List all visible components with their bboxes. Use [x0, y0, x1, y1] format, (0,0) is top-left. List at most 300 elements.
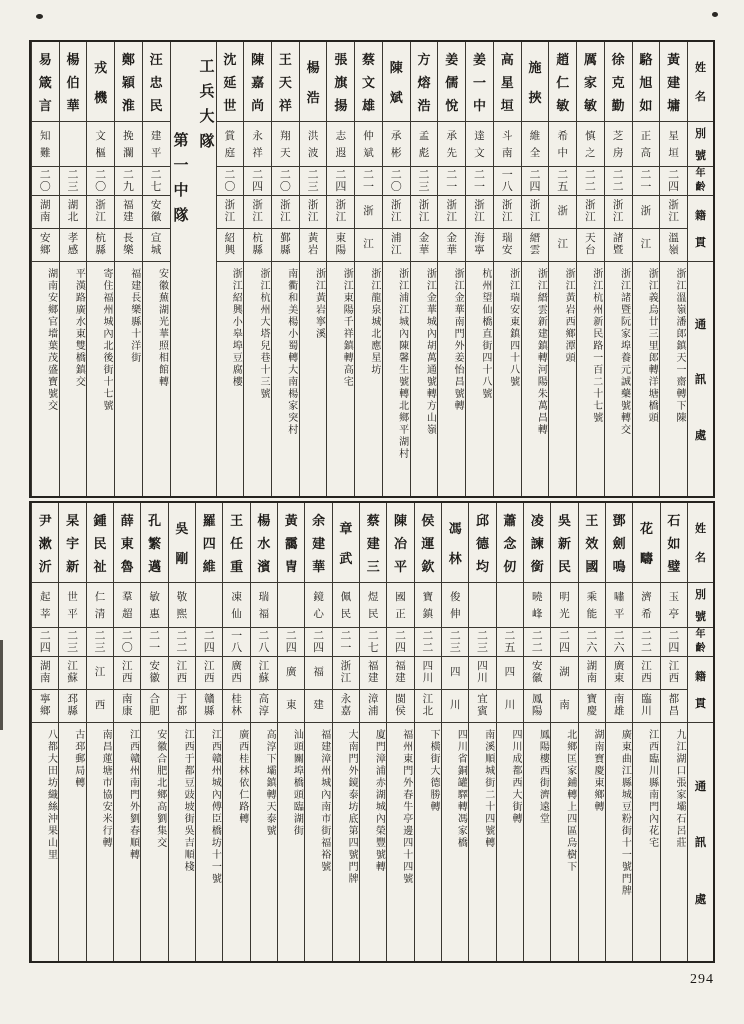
- person-age: 二 五: [497, 628, 523, 657]
- person-address: 平漢路廣水東雙橋鎮交: [73, 268, 85, 388]
- person-origin: [169, 657, 195, 723]
- person-name: 薛 東 魯: [114, 503, 140, 583]
- roster-column: [632, 503, 659, 961]
- header-origin-label: 籍 貫: [688, 196, 713, 262]
- person-address: 浙江黃岩寧溪: [313, 268, 325, 340]
- person-age: 二 四: [661, 628, 687, 657]
- person-address: 南衢和美楊小蜀轉大南楊家突村: [285, 268, 297, 436]
- person-name: 沈 延 世: [217, 42, 244, 122]
- person-address: 浙江瑞安東鎮四十八號: [507, 268, 519, 388]
- person-origin: [633, 657, 659, 723]
- person-origin-province: 福 建: [123, 200, 134, 223]
- person-origin-county: 金 華: [411, 228, 438, 261]
- person-alias: 挽 瀾: [115, 122, 142, 167]
- person-alias: 斗 南: [494, 122, 521, 167]
- person-name: 黃 靄 冑: [278, 503, 304, 583]
- person-origin: [114, 657, 140, 723]
- person-origin: [141, 657, 167, 723]
- person-address: 汕頭關埠橋頭臨湖街: [291, 729, 303, 837]
- person-address: 浙江杭州大塔兒巷十三號: [257, 268, 269, 400]
- person-age: 二 八: [251, 628, 277, 657]
- person-origin-county: 溫 嶺: [660, 228, 687, 261]
- person-alias: 洪 波: [300, 122, 327, 167]
- person-name: 楊 水 濱: [251, 503, 277, 583]
- person-origin: [387, 657, 413, 723]
- person-alias: 佩 民: [333, 583, 359, 628]
- roster-column: [250, 503, 277, 961]
- person-alias: 永 祥: [244, 122, 271, 167]
- person-age: 二 二: [524, 628, 550, 657]
- roster-column: [277, 503, 304, 961]
- person-origin-province: 湖 南: [39, 200, 51, 223]
- person-address: 四川成都西大街轉: [510, 729, 522, 825]
- roster-column: [521, 42, 549, 496]
- roster-column: [86, 42, 114, 496]
- person-origin-province: 安 徽: [531, 661, 543, 684]
- person-origin-province: 浙 江: [335, 200, 347, 223]
- person-origin: [605, 196, 632, 262]
- person-origin-province: 浙 江: [668, 200, 679, 223]
- person-address: 四川省銅罐驛轉馮家橋: [455, 729, 467, 849]
- person-alias: 明 光: [551, 583, 577, 628]
- scan-artifact: [712, 12, 718, 17]
- person-age: 二 一: [466, 167, 493, 196]
- person-name: 駱 旭 如: [633, 42, 660, 122]
- person-address: 南昌蓮塘市協安米行轉: [100, 729, 112, 849]
- person-origin-province: 浙: [640, 206, 652, 217]
- person-age: 二 三: [411, 167, 438, 196]
- person-age: 二 三: [87, 628, 113, 657]
- person-address: 廣西桂林依仁路轉: [236, 729, 248, 825]
- roster-column: [332, 503, 359, 961]
- person-age: 二 六: [606, 628, 632, 657]
- roster-column: [548, 42, 576, 496]
- person-address: 廈門漳浦赤湖城內榮豐號轉: [373, 729, 385, 873]
- person-name: 吳 新 民: [551, 503, 577, 583]
- person-origin-county: 金 華: [438, 228, 465, 261]
- person-origin-county: 南 康: [114, 689, 140, 722]
- roster-column: [222, 503, 249, 961]
- person-origin-county: 漳 浦: [360, 689, 386, 722]
- person-name: 姜 儒 悅: [438, 42, 465, 122]
- person-age: 二 三: [60, 167, 87, 196]
- person-alias: 國 正: [387, 583, 413, 628]
- person-name: 馮 林: [442, 503, 468, 583]
- person-age: 二 四: [660, 167, 687, 196]
- roster-column: [465, 42, 493, 496]
- person-name: 王 效 國: [579, 503, 605, 583]
- person-origin: [661, 657, 687, 723]
- header-address-label: 通 訊 處: [694, 780, 707, 906]
- person-name: 張 旗 揚: [327, 42, 354, 122]
- person-age: 二 〇: [217, 167, 244, 196]
- person-age: 二 一: [333, 628, 359, 657]
- person-age: 一 八: [223, 628, 249, 657]
- person-name: 厲 家 敏: [577, 42, 604, 122]
- roster-column: [605, 503, 632, 961]
- person-address: 寄住福州城內北後街十七號: [101, 268, 113, 412]
- person-name: 凌 諫 銜: [524, 503, 550, 583]
- page-number: 294: [690, 972, 714, 987]
- person-origin-province: 江 西: [176, 661, 188, 684]
- header-alias-label: 別 號: [688, 122, 713, 167]
- person-name: 鍾 民 祉: [87, 503, 113, 583]
- person-address: 廣東曲江縣城豆粉街十一號門牌: [619, 729, 631, 897]
- person-alias: 寶 鎮: [415, 583, 441, 628]
- person-origin-county: 建: [305, 689, 331, 722]
- person-alias: 芝 房: [605, 122, 632, 167]
- person-address: 浙江溫嶺潘郎鎮天一齋轉下陳: [674, 268, 685, 424]
- person-alias: 起 莘: [32, 583, 58, 628]
- person-age: 二 〇: [383, 167, 410, 196]
- person-name: 汪 忠 民: [143, 42, 170, 122]
- person-address: 八都大田坊織絲沖果山里: [45, 729, 57, 861]
- person-origin-county: 黃 岩: [300, 228, 327, 261]
- person-origin: [143, 196, 170, 262]
- header-origin-label: 籍 貫: [688, 657, 713, 723]
- header-column: [687, 503, 713, 961]
- person-name: 楊 伯 華: [60, 42, 87, 122]
- person-address: 浙江義烏廿三里郎轉洋塘橋頭: [646, 268, 658, 424]
- header-name-label: 姓 名: [688, 503, 713, 583]
- person-address: 浙江龍泉城北應星坊: [368, 268, 380, 376]
- person-name: 蕭 念 仞: [497, 503, 523, 583]
- person-alias: 翔 天: [272, 122, 299, 167]
- person-origin-province: 江 蘇: [258, 661, 270, 684]
- person-age: 二 一: [141, 628, 167, 657]
- person-origin-county: 瑞 安: [494, 228, 521, 261]
- person-name: 石 如 璧: [661, 503, 687, 583]
- person-origin-province: 浙 江: [474, 200, 485, 223]
- person-origin-county: 江: [549, 228, 576, 261]
- person-origin-county: 贛 縣: [196, 689, 222, 722]
- person-address: 浙江金華城內胡萬通號轉方山嶺: [424, 268, 436, 436]
- person-name: 鄧 劍 鳴: [606, 503, 632, 583]
- roster-column: [31, 42, 59, 496]
- roster-column: [493, 42, 521, 496]
- person-age: 二 四: [522, 167, 549, 196]
- person-origin: [466, 196, 493, 262]
- person-alias: 慎 之: [577, 122, 604, 167]
- person-origin: [355, 196, 382, 262]
- roster-column: [496, 503, 523, 961]
- unit-brigade-label: 工兵大隊: [197, 58, 214, 158]
- person-age: 二 九: [115, 167, 142, 196]
- person-age: 二 一: [355, 167, 382, 196]
- person-origin-province: 江 西: [122, 661, 133, 684]
- person-origin: [415, 657, 441, 723]
- person-alias: 羣 超: [114, 583, 140, 628]
- person-name: 陳 冶 平: [387, 503, 413, 583]
- person-origin-province: 湖: [559, 667, 570, 678]
- roster-column: [414, 503, 441, 961]
- person-name: 陳 嘉 尚: [244, 42, 271, 122]
- roster-column: [299, 42, 327, 496]
- person-alias: 乘 能: [579, 583, 605, 628]
- person-alias: 世 平: [59, 583, 85, 628]
- person-alias: 玉 亭: [661, 583, 687, 628]
- person-origin: [333, 657, 359, 723]
- person-address: 福建長樂縣十洋街: [128, 268, 140, 364]
- roster-column: [578, 503, 605, 961]
- person-origin-province: 安 徽: [149, 661, 160, 684]
- person-origin: [549, 196, 576, 262]
- person-alias: 正 高: [633, 122, 660, 167]
- person-origin-province: 浙 江: [446, 200, 457, 223]
- person-origin: [497, 657, 523, 723]
- roster-column: [243, 42, 271, 496]
- roster-column: [114, 42, 142, 496]
- person-origin-province: 浙 江: [252, 200, 263, 223]
- header-name-label: 姓 名: [688, 42, 713, 122]
- person-alias: [60, 122, 87, 167]
- person-age: 二 二: [633, 628, 659, 657]
- person-origin-county: 臨 川: [633, 689, 659, 722]
- person-alias: 志 遐: [327, 122, 354, 167]
- person-origin-province: 浙 江: [307, 200, 319, 223]
- person-name: 蔡 建 三: [360, 503, 386, 583]
- person-alias: 仲 斌: [355, 122, 382, 167]
- person-address: 南溪順城街二十四號轉: [482, 729, 494, 849]
- person-address: 安徽合肥北鄉高劉集交: [154, 729, 166, 849]
- person-name: 楊 浩: [300, 42, 327, 122]
- person-origin-county: 杭 縣: [244, 228, 271, 261]
- person-origin: [438, 196, 465, 262]
- person-origin-county: 于 都: [169, 689, 195, 722]
- person-origin-province: 浙 江: [612, 200, 624, 223]
- person-address: 北鄉匡家鋪轉上四區烏樹下: [564, 729, 576, 873]
- person-age: 二 四: [551, 628, 577, 657]
- header-age-label: 年 齡: [688, 167, 713, 196]
- person-origin-county: 宣 城: [143, 228, 170, 261]
- person-origin: [411, 196, 438, 262]
- person-origin: [327, 196, 354, 262]
- person-origin-county: 宜 賓: [469, 689, 495, 722]
- person-origin-county: 西: [87, 689, 113, 722]
- person-address: 浙江浦江城內陳馨生號轉北鄉平湖村: [396, 268, 408, 460]
- person-alias: 鏡 心: [305, 583, 331, 628]
- person-address: 福州東門外春牛亭邊四十四號: [400, 729, 412, 885]
- person-name: 花 疇: [633, 503, 659, 583]
- person-age: 二 三: [300, 167, 327, 196]
- person-address: 福建漳州城內南市街福裕號: [318, 729, 330, 873]
- person-origin-county: 江: [355, 228, 382, 261]
- person-age: 二 四: [278, 628, 304, 657]
- person-address: 浙江紹興小皋埠豆腐樓: [230, 268, 242, 388]
- person-address: 江西于都豆豉坡街吳吉順棧: [182, 729, 194, 873]
- person-name: 尹 漱 沂: [32, 503, 58, 583]
- roster-column: [576, 42, 604, 496]
- person-address: 浙江東陽千祥鎮轉高宅: [341, 268, 353, 388]
- person-alias: 文 樞: [87, 122, 114, 167]
- person-origin-county: 川: [497, 689, 523, 722]
- roster-column: [59, 42, 87, 496]
- person-address: 浙江金華南門外姜怡昌號轉: [452, 268, 464, 412]
- person-alias: 承 先: [438, 122, 465, 167]
- scan-artifact: [36, 14, 43, 19]
- person-origin-county: 寧 鄉: [32, 689, 58, 722]
- person-origin: [217, 196, 244, 262]
- person-origin-province: 浙: [557, 206, 568, 217]
- person-alias: [469, 583, 495, 628]
- roster-column: [86, 503, 113, 961]
- person-origin-county: 永 嘉: [333, 689, 359, 722]
- roster-column: [441, 503, 468, 961]
- person-origin: [360, 657, 386, 723]
- person-alias: 濟 希: [633, 583, 659, 628]
- header-alias-label: 別 號: [688, 583, 713, 628]
- person-age: 二 七: [360, 628, 386, 657]
- person-name: 吳 剛: [169, 503, 195, 583]
- person-origin-province: 四 川: [477, 661, 488, 684]
- person-age: 二 二: [577, 167, 604, 196]
- person-alias: 維 全: [522, 122, 549, 167]
- unit-squadron-label: 第一中隊: [171, 132, 188, 232]
- person-origin-province: 浙 江: [340, 661, 352, 684]
- person-origin-province: 浙 江: [280, 200, 291, 223]
- person-name: 王 任 重: [223, 503, 249, 583]
- person-origin-province: 廣: [285, 667, 297, 678]
- roster-column: [604, 42, 632, 496]
- unit-divider: [170, 42, 216, 496]
- person-address: 湖南寶慶東鄉轉: [592, 729, 604, 813]
- roster-column: [468, 503, 495, 961]
- person-age: 一 八: [494, 167, 521, 196]
- person-name: 陳 斌: [383, 42, 410, 122]
- roster-column: [216, 42, 244, 496]
- person-origin-county: 東 陽: [327, 228, 354, 261]
- person-age: 二 四: [327, 167, 354, 196]
- person-origin-county: 邳 縣: [59, 689, 85, 722]
- person-address: 浙江縉雲新建鎮轉河陽朱萬昌轉: [535, 268, 547, 436]
- roster-column: [140, 503, 167, 961]
- person-address: 高淳下壩鎮轉天泰號: [264, 729, 276, 837]
- person-age: 二 四: [387, 628, 413, 657]
- person-alias: 承 彬: [383, 122, 410, 167]
- person-origin-county: 川: [442, 689, 468, 722]
- person-origin-province: 江 西: [668, 661, 680, 684]
- person-origin: [577, 196, 604, 262]
- person-address: 江西臨川縣南門內花宅: [646, 729, 658, 849]
- person-age: 二 五: [549, 167, 576, 196]
- person-alias: [278, 583, 304, 628]
- person-age: 二 一: [633, 167, 660, 196]
- person-alias: 凍 仙: [223, 583, 249, 628]
- person-name: 徐 克 勤: [605, 42, 632, 122]
- person-name: 施 挾: [522, 42, 549, 122]
- person-origin-county: 浦 江: [383, 228, 410, 261]
- roster-column: [195, 503, 222, 961]
- person-age: 二 一: [438, 167, 465, 196]
- person-age: 二 〇: [87, 167, 114, 196]
- header-column: [687, 42, 713, 496]
- person-name: 蔡 文 雄: [355, 42, 382, 122]
- roster-table-bottom: [29, 501, 715, 963]
- roster-table-top: [29, 40, 715, 498]
- person-origin-county: 南 雄: [606, 689, 632, 722]
- person-address: 浙江黃岩西鄉潭頭: [563, 268, 575, 364]
- person-name: 黃 建 墉: [660, 42, 687, 122]
- person-age: 二 三: [442, 628, 468, 657]
- roster-column: [659, 42, 687, 496]
- person-origin: [300, 196, 327, 262]
- person-address: 江西贛州城內傅臣橋坊十一號: [209, 729, 221, 885]
- person-alias: 敬 熙: [169, 583, 195, 628]
- person-origin-county: 孝 感: [60, 228, 87, 261]
- roster-column: [550, 503, 577, 961]
- person-origin-county: 南: [551, 689, 577, 722]
- person-origin-county: 鄞 縣: [272, 228, 299, 261]
- person-origin-province: 四 川: [422, 661, 434, 684]
- person-age: 二 〇: [32, 167, 59, 196]
- person-age: 二 二: [169, 628, 195, 657]
- person-origin-county: 紹 興: [217, 228, 244, 261]
- person-name: 戎 機: [87, 42, 114, 122]
- person-age: 二 四: [196, 628, 222, 657]
- person-origin-province: 安 徽: [150, 200, 162, 223]
- person-address: 浙江杭州新民路一百二十七號: [590, 268, 602, 424]
- person-origin-county: 桂 林: [223, 689, 249, 722]
- person-alias: 敏 惠: [141, 583, 167, 628]
- person-origin: [87, 196, 114, 262]
- roster-column: [359, 503, 386, 961]
- person-origin-province: 湖 北: [67, 200, 79, 223]
- person-origin-county: 閩 侯: [387, 689, 413, 722]
- person-alias: 建 平: [143, 122, 170, 167]
- person-origin: [278, 657, 304, 723]
- person-origin: [115, 196, 142, 262]
- person-address: 安徽蕪湖光華照相館轉: [156, 268, 168, 388]
- person-origin-province: 浙: [363, 206, 374, 217]
- roster-column: [410, 42, 438, 496]
- roster-column: [326, 42, 354, 496]
- person-origin-county: 長 樂: [115, 228, 142, 261]
- person-alias: 嘯 平: [606, 583, 632, 628]
- person-origin: [579, 657, 605, 723]
- person-address: 鳳陽樓西街濟遠堂: [537, 729, 549, 825]
- person-address: 古邳郵局轉: [72, 729, 84, 789]
- person-name: 杲 宇 新: [59, 503, 85, 583]
- person-alias: 賞 庭: [217, 122, 244, 167]
- person-origin-county: 東: [278, 689, 304, 722]
- person-origin-county: 諸 暨: [605, 228, 632, 261]
- person-origin: [87, 657, 113, 723]
- person-name: 方 熔 浩: [411, 42, 438, 122]
- person-origin-province: 江 蘇: [67, 661, 78, 684]
- person-origin-province: 福 建: [367, 661, 379, 684]
- person-alias: 俊 伸: [442, 583, 468, 628]
- person-origin: [606, 657, 632, 723]
- person-name: 王 天 祥: [272, 42, 299, 122]
- person-origin-province: 四: [504, 667, 516, 678]
- person-origin-province: 江 西: [641, 661, 652, 684]
- person-alias: 瑞 福: [251, 583, 277, 628]
- person-origin-county: 海 寧: [466, 228, 493, 261]
- person-address: 下橫街大德勝轉: [428, 729, 440, 813]
- person-alias: 知 難: [32, 122, 59, 167]
- person-origin-province: 四: [449, 667, 461, 678]
- person-origin-province: 廣 東: [613, 661, 625, 684]
- person-origin-county: 杭 縣: [87, 228, 114, 261]
- person-origin: [494, 196, 521, 262]
- person-age: 二 四: [244, 167, 271, 196]
- person-alias: 達 文: [466, 122, 493, 167]
- person-origin-province: 浙 江: [418, 200, 430, 223]
- person-name: 易 箴 言: [32, 42, 59, 122]
- person-name: 鄭 穎 淮: [115, 42, 142, 122]
- person-name: 章 武: [333, 503, 359, 583]
- roster-column: [660, 503, 687, 961]
